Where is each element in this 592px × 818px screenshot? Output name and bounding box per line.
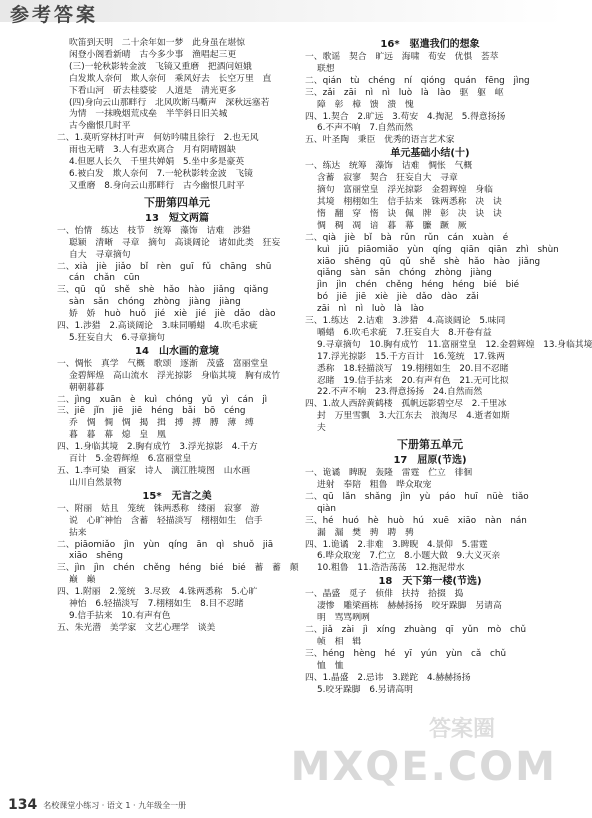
answer-line: 五、朱光潜 美学家 文艺心理学 谈美 <box>57 622 216 633</box>
lesson-title: 13 短文两篇 <box>145 212 209 224</box>
page-number: 134 <box>8 797 38 813</box>
answer-line: 巅 巅 <box>69 575 96 586</box>
page-footer <box>8 796 186 814</box>
answer-line: 为情 一抹晚烟荒戍垒 半竿斜日旧关城 <box>69 109 228 120</box>
lesson-title: 16* 驱遣我们的想象 <box>380 39 480 50</box>
answer-line: 三、héng hèng hé yī yún yùn cǎ chǔ <box>305 648 507 659</box>
answer-line: 神怡 6.轻描淡写 7.栩栩如生 8.目不忍睹 <box>69 599 244 610</box>
answer-line: 四、1.晶盛 2.忌讳 3.蹉跎 4.赫赫扬扬 <box>305 672 471 683</box>
answer-line: 嚼蜡 6.吹毛求疵 7.狂妄自大 8.开卷有益 <box>317 327 492 338</box>
answer-line: 夫 <box>317 423 326 434</box>
answer-line: 三、jiē jǐn jiē jiē héng bǎi bō céng <box>57 406 246 417</box>
answer-line: 四、1.附丽 2.笼统 3.尽致 4.铢两悉称 5.心旷 <box>57 587 258 598</box>
lesson-title: 14 山水画的意境 <box>135 345 219 357</box>
lesson-title: 18 天下第一楼(节选) <box>378 576 482 588</box>
answer-line: 吹笛到天明 二十余年如一梦 此身虽在堪惊 <box>69 38 245 48</box>
answer-line: 百计 5.金碧辉煌 6.富丽堂皇 <box>69 454 192 465</box>
answer-line: 二、qū lǎn shǎng jìn yù páo huī nüè tiǎo <box>305 491 529 502</box>
right-answer-column <box>305 38 592 696</box>
answer-line: 暮 暮 幕 熄 皇 凰 <box>69 430 166 441</box>
answer-line: 6.被白发 欺人奈何 7.一轮秋影转金波 飞镜 <box>69 168 253 179</box>
answer-line: 悉称 18.轻描淡写 19.栩栩如生 20.目不忍睹 <box>317 363 509 374</box>
answer-line: 白发欺人奈何 欺人奈何 乘风好去 长空万里 直 <box>69 73 272 84</box>
answer-line: 9.寻章摘句 10.胸有成竹 11.富丽堂皇 12.金碧辉煌 13.身临其境 <box>317 339 592 350</box>
book-info: 名校课堂小练习 · 语文 1 · 九年级全一册 <box>43 800 187 810</box>
answer-line: 含蓄 寂寥 契合 狂妄自大 寻章 <box>317 173 458 184</box>
answer-line: 明 骂骂咧咧 <box>317 613 370 624</box>
answer-line: 10.粗鲁 11.浩浩荡荡 12.拖泥带水 <box>317 563 465 574</box>
answer-line: 四、1.契合 2.旷远 3.苟安 4.掏泥 5.得意扬扬 <box>305 111 506 122</box>
left-answer-column <box>57 38 297 635</box>
answer-line: 四、1.涉猎 2.高谈阔论 3.味同嚼蜡 4.吹毛求疵 <box>57 321 258 332</box>
answer-line: 二、xià jiè jiǎo bǐ rèn guī fǔ chāng shū <box>57 261 272 272</box>
unit-title: 下册第四单元 <box>144 195 210 209</box>
answer-line: 封 万里雪飘 3.大江东去 浪淘尽 4.逝者如斯 <box>317 411 510 422</box>
watermark-cn: 答案圈 <box>428 717 495 742</box>
watermark-logo: MXQE.COM <box>290 744 557 790</box>
answer-line: 5.咬牙跺脚 6.另请高明 <box>317 684 413 695</box>
answer-line: 其境 栩栩如生 信手拈来 铢两悉称 决 诀 <box>317 196 502 207</box>
answer-line: 一、歌谣 契合 旷远 海啸 荀安 优惧 荟萃 <box>305 52 499 62</box>
answer-line: 二、jìng xuān è kuì chóng yǔ yì cán jì <box>57 394 268 405</box>
answer-line: 5.狂妄自大 6.寻章摘句 <box>69 332 165 343</box>
answer-line: xiāo shēng qū qǔ shě shè hǎo hào jiǎng <box>317 256 541 267</box>
answer-line: 恤 恤 <box>317 660 344 671</box>
answer-line: 22.不声不响 23.得意扬扬 24.自然而然 <box>317 387 483 398</box>
answer-line: 17.浮光掠影 15.千方百计 16.笼统 17.铢两 <box>317 351 505 362</box>
answer-line: 四、1.故人西辞黄鹤楼 孤帆远影碧空尽 2.千里冰 <box>305 399 507 410</box>
answer-line: 忍睹 19.信手拈来 20.有声有色 21.无可比拟 <box>317 375 509 386</box>
answer-line: 4.但愿人长久 千里共婵娟 5.坐中多是豪英 <box>69 157 245 168</box>
answer-line: qiàn <box>317 503 336 514</box>
answer-line: 说 心旷神怡 含蓄 轻描淡写 栩栩如生 信手 <box>69 515 263 526</box>
answer-line: 三、zǎi zāi nì nì luò là lào 驱 躯 岖 <box>305 87 504 98</box>
answer-line: 三、qū qǔ shě shè hǎo hào jiǎng qiǎng <box>57 285 269 296</box>
lesson-title: 17 屈原(节选) <box>393 455 467 467</box>
answer-line: 聪颖 清晰 寻章 摘句 高谈阔论 诸如此类 狂妄 <box>69 237 281 248</box>
answer-line: jìn jìn chén chěng héng héng bié bié <box>317 280 520 291</box>
answer-line: 又重磨 8.身向云山那畔行 古今幽恨几时平 <box>69 180 245 191</box>
answer-line: zāi nì nì luò là lào <box>317 304 424 315</box>
answer-line: 进射 奉陪 粗鲁 哗众取宠 <box>317 480 432 490</box>
answer-line: 朝朝暮暮 <box>69 382 105 393</box>
answer-line: 一、诡谲 睥睨 轰隆 雷霆 伫立 徘徊 <box>305 468 473 479</box>
answer-line: 一、怡情 练达 枝节 统筹 藻饰 诘难 涉猎 <box>57 225 251 236</box>
answer-line: 古今幽恨几时平 <box>69 121 131 132</box>
answer-line: 四、1.身临其境 2.胸有成竹 3.浮光掠影 4.千方 <box>57 442 258 453</box>
answer-line: 摘句 富丽堂皇 浮光掠影 金碧辉煌 身临 <box>317 185 493 196</box>
answer-line: 障 彰 樟 馈 溃 愧 <box>317 99 414 110</box>
answer-line: 漏 漏 樊 骋 聘 骋 <box>317 527 414 538</box>
answer-line: 6.不声不响 7.自然而然 <box>317 123 413 134</box>
answer-line: kuì jiū piāomiǎo yùn qíng qiān qiān zhì shùn <box>317 244 559 255</box>
answer-line: bó jiē jiē xiè jiè dǎo dào zǎi <box>317 292 479 303</box>
answer-line: 金碧辉煌 高山流水 浮光掠影 身临其境 胸有成竹 <box>69 370 281 381</box>
answer-line: 二、piāomiǎo jìn yùn qíng ān qì shuǒ jiā <box>57 539 274 550</box>
answer-line: 二、1.莫听穿林打叶声 何妨吟啸且徐行 2.也无风 <box>57 133 259 144</box>
answer-line: 五、叶圣陶 秉臣 优秀的语言艺术家 <box>305 135 455 146</box>
answer-line: qiǎng sàn sǎn chóng zhòng jiàng <box>317 268 492 279</box>
page-title: 参考答案 <box>10 4 99 26</box>
answer-line: (三)一轮秋影转金波 飞镜又重磨 把酒问姮娥 <box>69 61 252 72</box>
answer-line: 联想 <box>317 63 335 74</box>
unit-title: 下册第五单元 <box>397 438 463 452</box>
answer-line: (四)身向云山那畔行 北风吹断马嘶声 深秋远塞若 <box>69 97 270 108</box>
answer-line: 乔 惆 惆 惆 揭 揖 搏 搏 膊 薄 缚 <box>69 418 254 429</box>
answer-line: 三、hé huó hè huò hú xuē xiāo nàn nán <box>305 515 527 526</box>
answer-line: 惰 翻 穿 惰 诀 佩 牌 彰 决 诀 诀 <box>317 208 502 219</box>
answer-line: 四、1.诡谲 2.非难 3.睥睨 4.景仰 5.雷霆 <box>305 539 488 550</box>
answer-line: 惆 稠 凋 谙 暮 幕 臁 蹶 厥 <box>317 220 467 231</box>
answer-line: 拈来 <box>69 527 87 538</box>
answer-line: 9.信手拈来 10.有声有色 <box>69 610 171 621</box>
answer-line: 三、jìn jìn chén chěng héng bié bié 蓄 蓄 颠 <box>57 563 299 574</box>
answer-line: 二、jiǎ zài jì xíng zhuàng qī yǔn mò chǔ <box>305 624 527 635</box>
answer-line: 一、惆怅 真学 气概 歌颂 逐渐 茂盛 富丽堂皇 <box>57 358 269 369</box>
answer-line: 雨也无晴 3.人有悲欢离合 月有阴晴圆缺 <box>69 145 236 156</box>
answer-line: 三、1.练达 2.诘难 3.涉猎 4.高谈阔论 5.味同 <box>305 316 506 327</box>
answer-line: 凄惨 雕梁画栋 赫赫扬扬 咬牙跺脚 另请高 <box>317 601 502 612</box>
answer-line: 山川自然景物 <box>69 477 122 488</box>
answer-line: 娇 娇 huò huǒ jié xiè jié jiè dǎo dào <box>69 309 276 320</box>
answer-line: 二、qià jiè bǐ bà rǔn rǔn cán xuàn é <box>305 232 509 243</box>
answer-line: 帧 相 辑 <box>317 636 361 647</box>
answer-line: 自大 寻章摘句 <box>69 249 131 260</box>
answer-line: 一、附丽 姑且 笼统 铢两悉称 缕丽 寂寥 游 <box>57 503 260 514</box>
answer-line: sàn sǎn chóng zhòng jiàng jiàng <box>69 297 241 308</box>
answer-line: xiāo shēng <box>69 551 123 562</box>
answer-line: 一、晶盛 觅子 侦俳 扶持 拾掇 捣 <box>305 589 464 600</box>
answer-line: 一、练达 统筹 藻饰 诘难 惆怅 气概 <box>305 161 473 172</box>
lesson-title: 15* 无言之美 <box>142 490 212 502</box>
answer-line: 6.哗众取宠 7.伫立 8.小题大做 9.大义灭亲 <box>317 551 501 562</box>
lesson-title: 单元基础小结(十) <box>390 148 470 160</box>
answer-line: 五、1.李可染 画家 诗人 漓江胜境图 山水画 <box>57 466 251 476</box>
answer-line: 二、qián tù chéng ní qióng quán fēng jìng <box>305 75 530 86</box>
answer-line: cán chǎn cūn <box>69 273 140 284</box>
answer-line: 下看山河 斫去桂婆娑 人道是 清光更多 <box>69 85 237 96</box>
answer-line: 闲登小阁看新晴 古今多少事 渔唱起三更 <box>69 49 237 60</box>
